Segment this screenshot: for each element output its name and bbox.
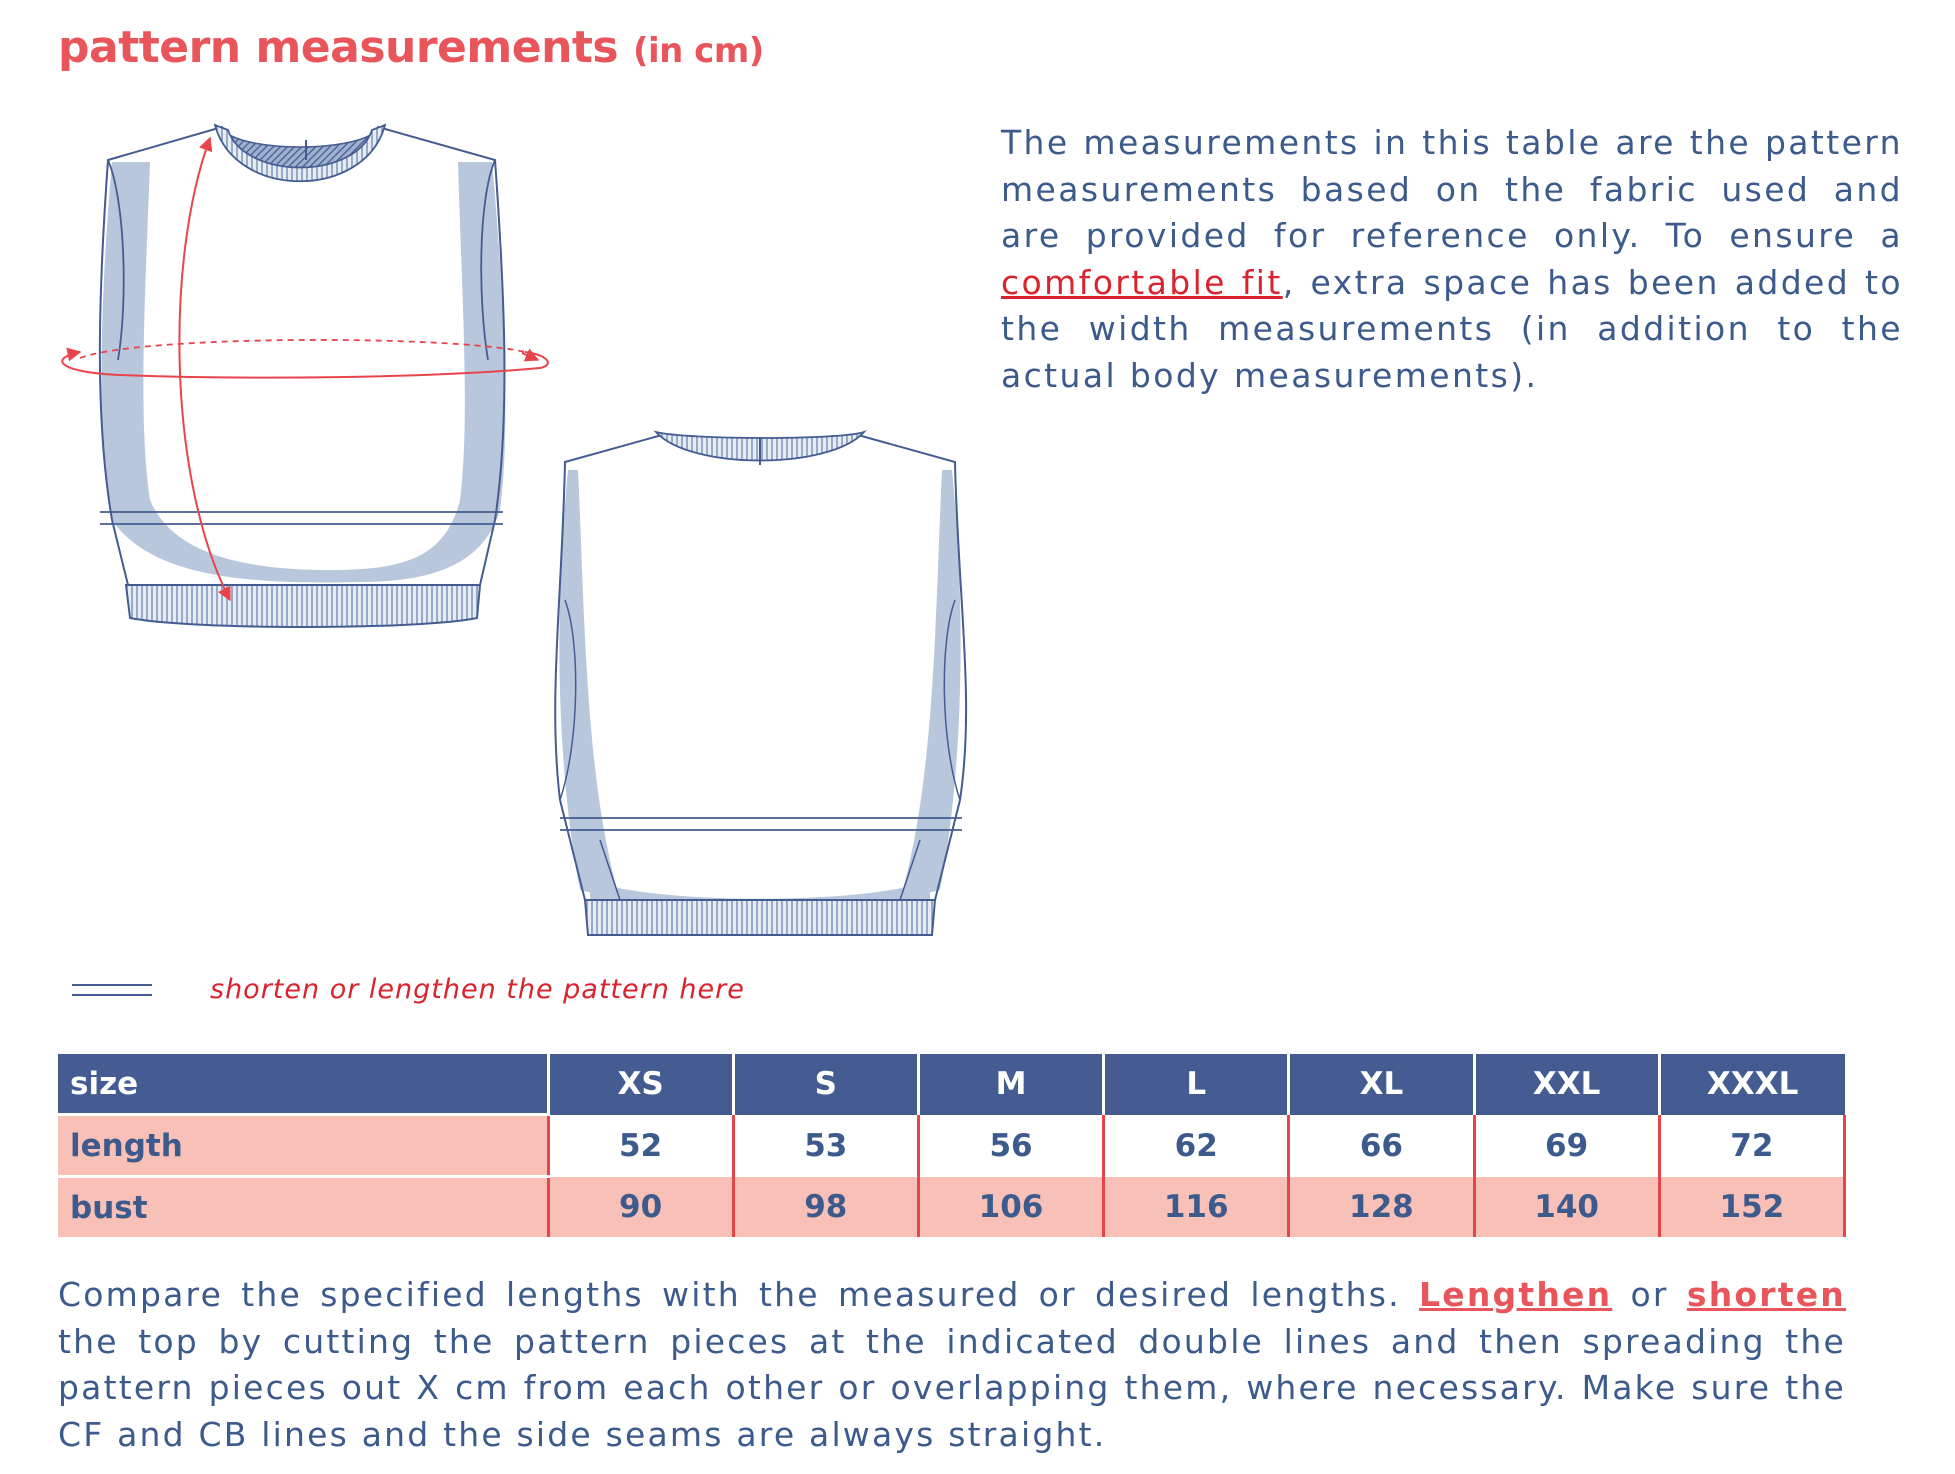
footer-text-3: the top by cutting the pattern pieces at the indicated double lines and then spreading the pattern pieces out X cm from each other or overlapping them, where necessary. Make sure the CF and CB lines and the side seams are always straight. [58, 1321, 1846, 1454]
garment-illustration [0, 0, 1000, 960]
table-row-length [58, 1115, 1845, 1177]
front-hem-band [126, 585, 480, 627]
intro-text-1: The measurements in this table are the pattern measurements based on the fabric used and are provided for reference only. To ensure a [1001, 123, 1903, 255]
table-cell: 106 [918, 1177, 1103, 1238]
header-size-label: size [58, 1054, 548, 1115]
front-body [143, 162, 464, 570]
legend-text: shorten or lengthen the pattern here [210, 974, 745, 1005]
back-hem-lining [590, 880, 930, 900]
size-table [58, 1054, 1846, 1237]
table-cell: 128 [1289, 1177, 1474, 1238]
table-cell: 52 [548, 1115, 733, 1177]
shorten-link[interactable]: shorten [1686, 1275, 1846, 1314]
row-label-bust: bust [58, 1177, 548, 1238]
table-cell: 53 [733, 1115, 918, 1177]
header-size-s: S [733, 1054, 918, 1115]
instructions-paragraph [58, 1272, 1846, 1458]
title-text: pattern measurements [58, 22, 619, 73]
header-size-xl: XL [1289, 1054, 1474, 1115]
header-size-xxl: XXL [1474, 1054, 1659, 1115]
title-unit: (in cm) [632, 31, 764, 71]
comfortable-fit-link[interactable]: comfortable fit [1001, 262, 1283, 302]
table-cell: 62 [1104, 1115, 1289, 1177]
lengthen-link[interactable]: Lengthen [1419, 1275, 1613, 1314]
table-cell: 90 [548, 1177, 733, 1238]
footer-text-2: or [1612, 1275, 1687, 1314]
table-row-bust [58, 1177, 1845, 1238]
intro-paragraph [1001, 120, 1903, 399]
intro-text-2: , extra space has been added to the width measurements (in addition to the actual body measurements). [1001, 262, 1903, 395]
table-header-row [58, 1054, 1845, 1115]
table-cell: 98 [733, 1177, 918, 1238]
header-size-xxxl: XXXL [1659, 1054, 1844, 1115]
header-size-xs: XS [548, 1054, 733, 1115]
row-label-length: length [58, 1115, 548, 1177]
table-cell: 56 [918, 1115, 1103, 1177]
table-cell: 69 [1474, 1115, 1659, 1177]
page-title [58, 22, 764, 73]
table-cell: 72 [1659, 1115, 1844, 1177]
table-cell: 66 [1289, 1115, 1474, 1177]
header-size-m: M [918, 1054, 1103, 1115]
table-cell: 152 [1659, 1177, 1844, 1238]
back-hem-band [585, 900, 935, 935]
back-view [555, 432, 966, 935]
header-size-l: L [1104, 1054, 1289, 1115]
table-cell: 140 [1474, 1177, 1659, 1238]
footer-text-1: Compare the specified lengths with the measured or desired lengths. [58, 1275, 1420, 1314]
table-cell: 116 [1104, 1177, 1289, 1238]
double-line-legend-icon [72, 980, 152, 1000]
